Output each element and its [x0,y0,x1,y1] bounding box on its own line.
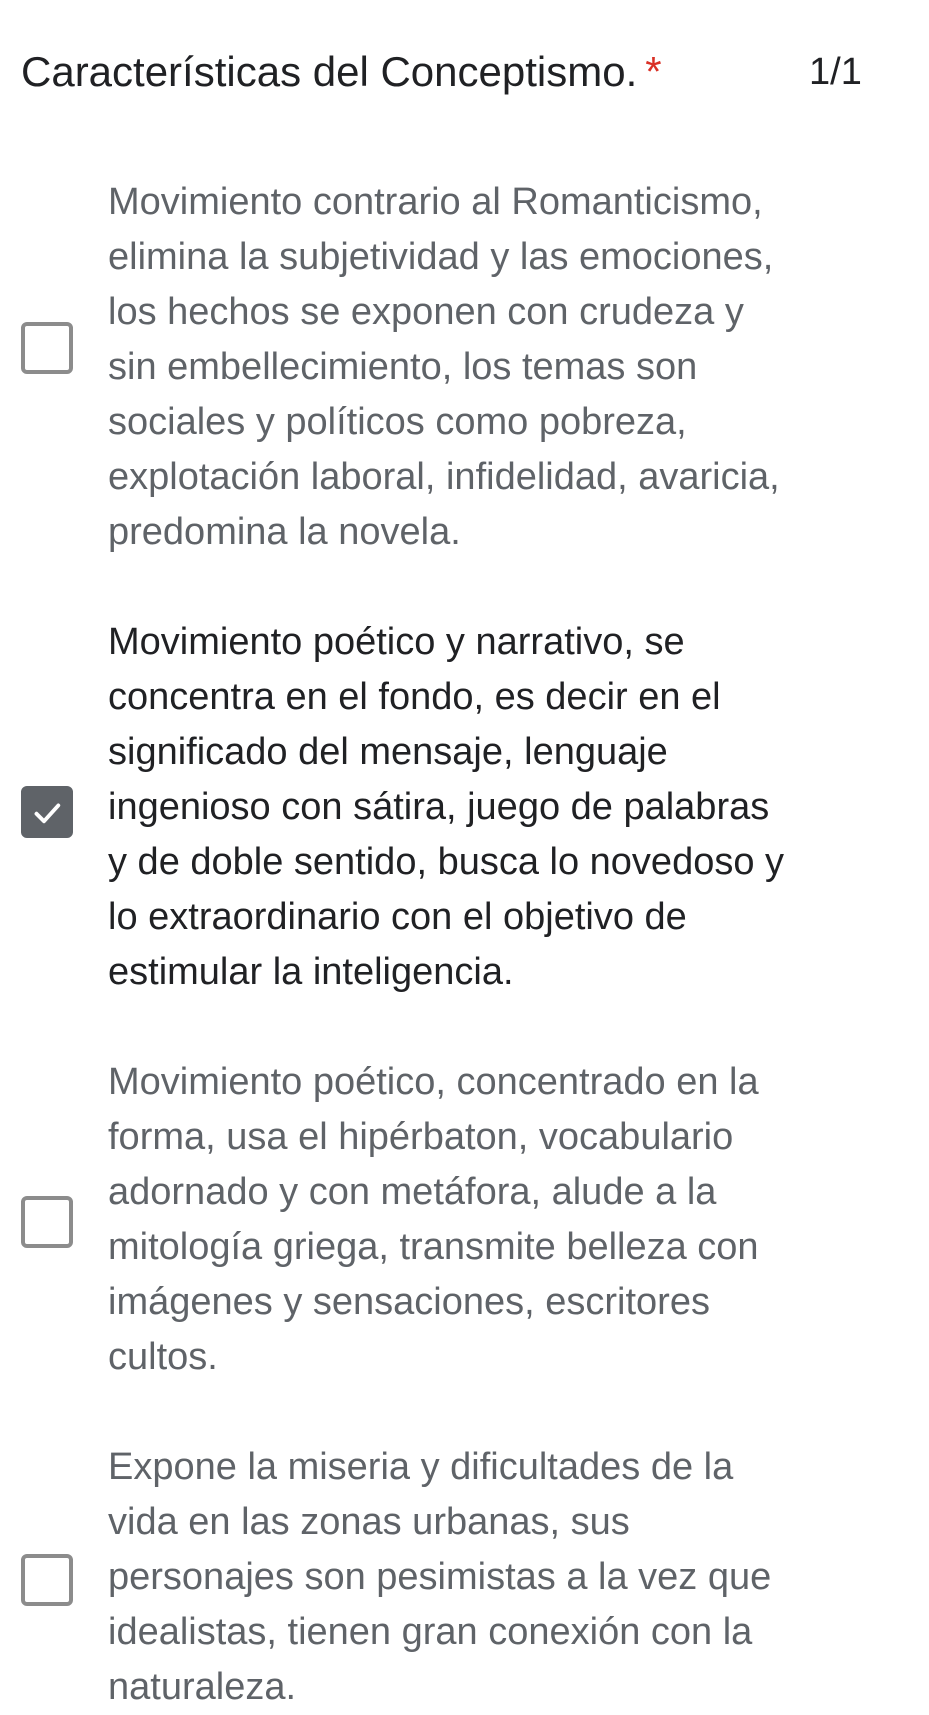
question-title-text: Características del Conceptismo. [21,48,638,95]
option-conceptismo-correct[interactable] [0,615,929,995]
question-header [21,42,869,102]
option-checkbox[interactable] [21,1196,73,1248]
option-label: Movimiento poético y narrativo, se concentra en el fondo, es decir en el significado del mensaje, lenguaje ingenioso con sátira, juego de palabras y de doble sentido, busca lo novedoso y lo extraordinario con el objetivo de estimular la inteligencia. [108,621,785,993]
question-title [21,42,662,102]
option-urban-misery[interactable] [0,1440,929,1708]
option-label: Movimiento poético, concentrado en la forma, usa el hipérbaton, vocabulario adornado y con metáfora, alude a la mitología griega, transmite belleza con imágenes y sensaciones, escritores cultos. [108,1061,759,1378]
option-label: Expone la miseria y dificultades de la vida en las zonas urbanas, sus personajes son pesimistas a la vez que idealistas, tienen gran conexión con la naturaleza. [108,1446,772,1708]
required-asterisk: * [645,48,662,95]
question-score: 1/1 [809,51,862,93]
option-checkbox-checked[interactable] [21,786,73,838]
option-checkbox[interactable] [21,1554,73,1606]
option-romanticism-contrary[interactable] [0,175,929,555]
option-label: Movimiento contrario al Romanticismo, elimina la subjetividad y las emociones, los hechos se exponen con crudeza y sin embellecimiento, los temas son sociales y políticos como pobreza, explotación laboral, infidelidad, avaricia, predomina la novela. [108,181,780,553]
option-checkbox[interactable] [21,322,73,374]
option-culteranismo[interactable] [0,1055,929,1385]
check-icon [29,795,65,831]
